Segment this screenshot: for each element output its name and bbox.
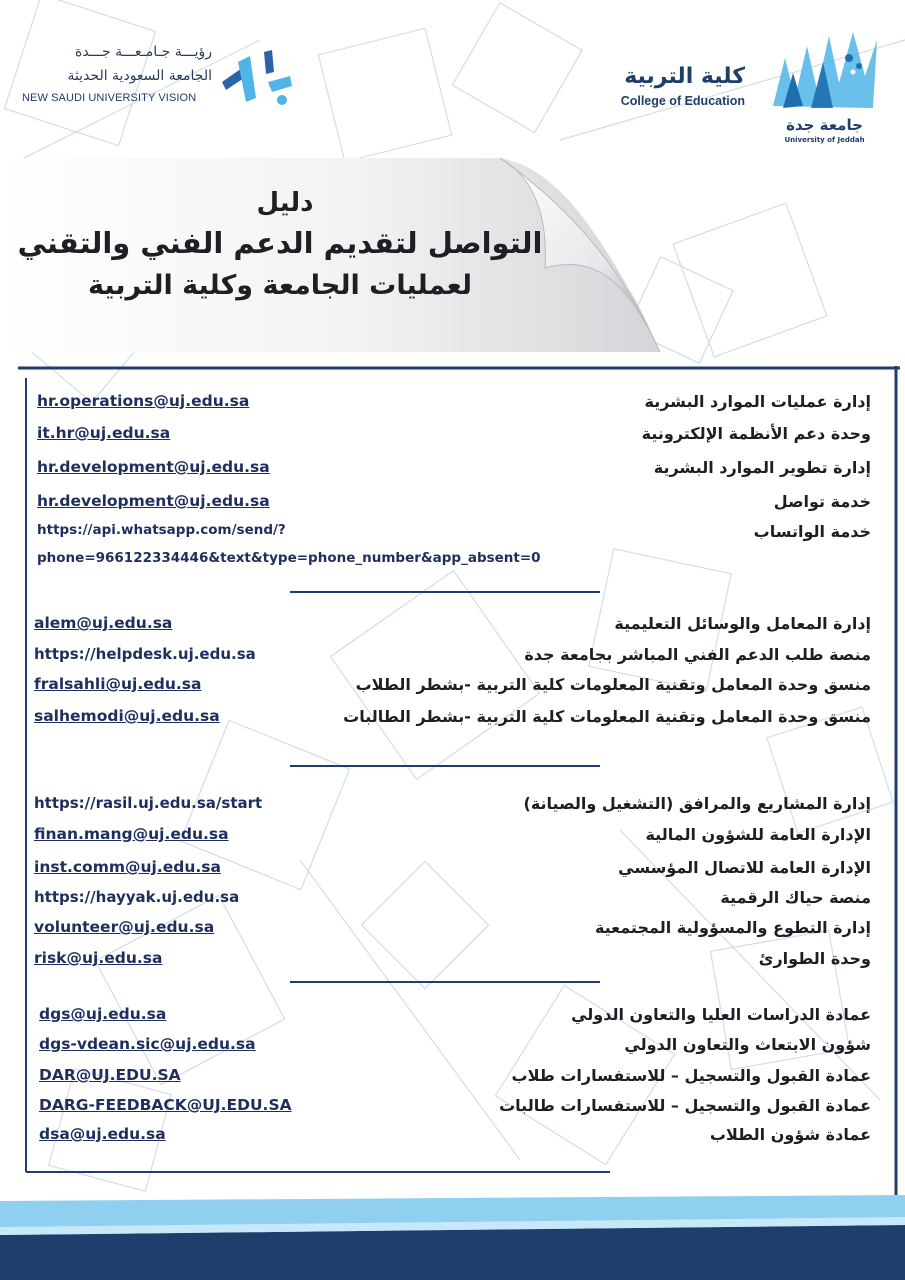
university-vision-logo	[20, 38, 305, 118]
contact-row	[0, 675, 905, 703]
contact-email-link[interactable]: hr.development@uj.edu.sa	[37, 458, 270, 476]
contact-email-link[interactable]: fralsahli@uj.edu.sa	[34, 675, 202, 693]
contact-row	[0, 794, 905, 822]
university-name-ar: جامعة جدة	[786, 116, 863, 134]
contact-label: الإدارة العامة للشؤون المالية	[645, 825, 871, 844]
title-banner	[0, 158, 660, 352]
rasil-link[interactable]: https://rasil.uj.edu.sa/start	[34, 794, 263, 812]
hayyak-link[interactable]: https://hayyak.uj.edu.sa	[34, 888, 240, 906]
contact-email-link[interactable]: dsa@uj.edu.sa	[39, 1125, 166, 1143]
contact-row	[0, 645, 905, 673]
footer-band	[0, 1195, 905, 1280]
university-college-logo	[615, 28, 885, 153]
whatsapp-link-continued[interactable]: phone=966122334446&text&type=phone_number&app_absent=0	[37, 550, 541, 566]
contact-row	[0, 424, 905, 452]
contact-row	[0, 888, 905, 916]
contact-email-link[interactable]: hr.development@uj.edu.sa	[37, 492, 270, 510]
contact-email-link[interactable]: alem@uj.edu.sa	[34, 614, 173, 632]
contact-row	[0, 949, 905, 977]
contact-email-link[interactable]: DARG-FEEDBACK@UJ.EDU.SA	[39, 1096, 292, 1114]
contact-label: شؤون الابتعاث والتعاون الدولي	[624, 1035, 871, 1054]
title-line-1: دليل	[256, 188, 314, 218]
vision-line-3: NEW SAUDI UNIVERSITY VISION	[22, 92, 197, 104]
contact-label: إدارة التطوع والمسؤولية المجتمعية	[594, 918, 871, 937]
contact-label: وحدة الطوارئ	[758, 949, 871, 968]
vision-line-1: رؤيـــة جـامـعـــة جـــدة	[75, 44, 212, 60]
contact-label: عمادة شؤون الطلاب	[709, 1125, 871, 1144]
contact-row	[0, 1035, 905, 1063]
contact-label: إدارة تطوير الموارد البشرية	[653, 458, 871, 477]
vision-line-2: الجامعة السعودية الحديثة	[67, 68, 212, 84]
contact-row	[0, 392, 905, 420]
contact-row	[0, 858, 905, 886]
title-line-2: التواصل لتقديم الدعم الفني والتقني	[17, 226, 543, 260]
college-name-ar: كلية التربية	[624, 64, 745, 89]
contact-label: إدارة عمليات الموارد البشرية	[644, 392, 871, 411]
contact-row	[0, 825, 905, 853]
university-emblem-icon	[765, 28, 880, 118]
contact-email-link[interactable]: DAR@UJ.EDU.SA	[39, 1066, 181, 1084]
contact-label: الإدارة العامة للاتصال المؤسسي	[618, 858, 871, 877]
whatsapp-link[interactable]: https://api.whatsapp.com/send/?	[37, 522, 286, 538]
contact-row	[0, 1125, 905, 1153]
contact-label: إدارة المعامل والوسائل التعليمية	[614, 614, 871, 633]
contact-row	[0, 918, 905, 946]
helpdesk-link[interactable]: https://helpdesk.uj.edu.sa	[34, 645, 256, 663]
contact-label: منسق وحدة المعامل وتقنية المعلومات كلية التربية -بشطر الطالبات	[343, 707, 871, 726]
contact-row	[0, 1066, 905, 1094]
contact-row	[0, 492, 905, 520]
contact-label: منسق وحدة المعامل وتقنية المعلومات كلية التربية -بشطر الطلاب	[355, 675, 871, 694]
vision-mark-icon	[216, 42, 298, 108]
college-name-en: College of Education	[620, 94, 745, 108]
contact-email-link[interactable]: dgs-vdean.sic@uj.edu.sa	[39, 1035, 256, 1053]
contact-row	[0, 522, 905, 550]
contact-row	[0, 1096, 905, 1124]
contact-email-link[interactable]: it.hr@uj.edu.sa	[37, 424, 171, 442]
contact-label: عمادة الدراسات العليا والتعاون الدولي	[571, 1005, 871, 1024]
contact-label: منصة حياك الرقمية	[720, 888, 871, 907]
contact-label: إدارة المشاريع والمرافق (التشغيل والصيانة)	[523, 794, 871, 813]
contact-row-continued	[0, 550, 905, 578]
contact-email-link[interactable]: inst.comm@uj.edu.sa	[34, 858, 221, 876]
contact-row	[0, 707, 905, 735]
contact-email-link[interactable]: volunteer@uj.edu.sa	[34, 918, 215, 936]
contact-email-link[interactable]: hr.operations@uj.edu.sa	[37, 392, 250, 410]
contact-label: خدمة تواصل	[773, 492, 871, 511]
contact-label: خدمة الواتساب	[753, 522, 871, 541]
contact-row	[0, 458, 905, 486]
contact-row	[0, 614, 905, 642]
contact-email-link[interactable]: finan.mang@uj.edu.sa	[34, 825, 229, 843]
university-name-en: University of Jeddah	[784, 136, 865, 144]
contact-email-link[interactable]: risk@uj.edu.sa	[34, 949, 163, 967]
contact-label: منصة طلب الدعم الفني المباشر بجامعة جدة	[524, 645, 871, 664]
contact-label: عمادة القبول والتسجيل – للاستفسارات طالبات	[499, 1096, 871, 1115]
contact-row	[0, 1005, 905, 1033]
contact-label: عمادة القبول والتسجيل – للاستفسارات طلاب	[511, 1066, 871, 1085]
title-line-3: لعمليات الجامعة وكلية التربية	[88, 270, 472, 301]
contact-email-link[interactable]: dgs@uj.edu.sa	[39, 1005, 167, 1023]
contact-email-link[interactable]: salhemodi@uj.edu.sa	[34, 707, 220, 725]
contact-label: وحدة دعم الأنظمة الإلكترونية	[641, 424, 871, 443]
